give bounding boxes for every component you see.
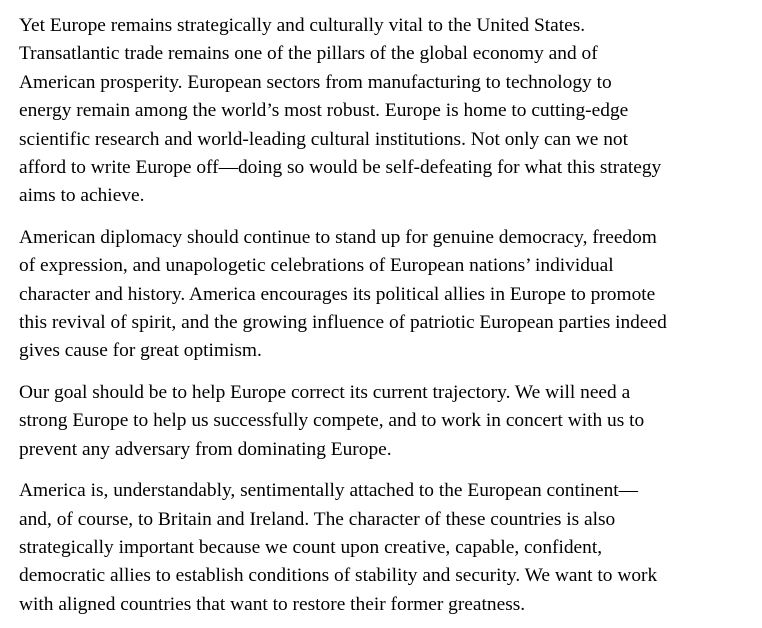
paragraph-europe-vital (19, 12, 746, 211)
text-line: American diplomacy should continue to stand up for genuine democracy, freedom (19, 226, 657, 248)
text-line: democratic allies to establish conditions of stability and security. We want to work (19, 565, 658, 587)
text-line: energy remain among the world’s most robust. Europe is home to cutting-edge (19, 100, 629, 122)
text-line: America is, understandably, sentimentally attached to the European continent— (19, 480, 639, 502)
text-line: afford to write Europe off—doing so would be self-defeating for what this strategy (19, 157, 662, 179)
text-line: and, of course, to Britain and Ireland. The character of these countries is also (19, 508, 616, 530)
text-line: strategically important because we count upon creative, capable, confident, (19, 536, 603, 558)
text-line: of expression, and unapologetic celebrations of European nations’ individual (19, 255, 614, 277)
text-line: scientific research and world-leading cultural institutions. Not only can we not (19, 128, 629, 150)
text-line: this revival of spirit, and the growing influence of patriotic European parties indeed (19, 312, 667, 334)
text-line: character and history. America encourages its political allies in Europe to promote (19, 283, 656, 305)
text-line: strong Europe to help us successfully compete, and to work in concert with us to (19, 410, 645, 432)
paragraph-our-goal (19, 379, 746, 464)
text-line: prevent any adversary from dominating Europe. (19, 438, 392, 460)
text-line: Yet Europe remains strategically and culturally vital to the United States. (19, 15, 586, 36)
paragraph-american-diplomacy (19, 224, 746, 366)
paragraph-america-attached (19, 477, 746, 619)
text-line: gives cause for great optimism. (19, 340, 262, 362)
text-line: American prosperity. European sectors from manufacturing to technology to (19, 71, 612, 93)
text-line: aims to achieve. (19, 185, 145, 207)
text-line: with aligned countries that want to restore their former greatness. (19, 593, 526, 615)
text-line: Our goal should be to help Europe correct its current trajectory. We will need a (19, 381, 631, 403)
text-line: Transatlantic trade remains one of the pillars of the global economy and of (19, 43, 598, 65)
